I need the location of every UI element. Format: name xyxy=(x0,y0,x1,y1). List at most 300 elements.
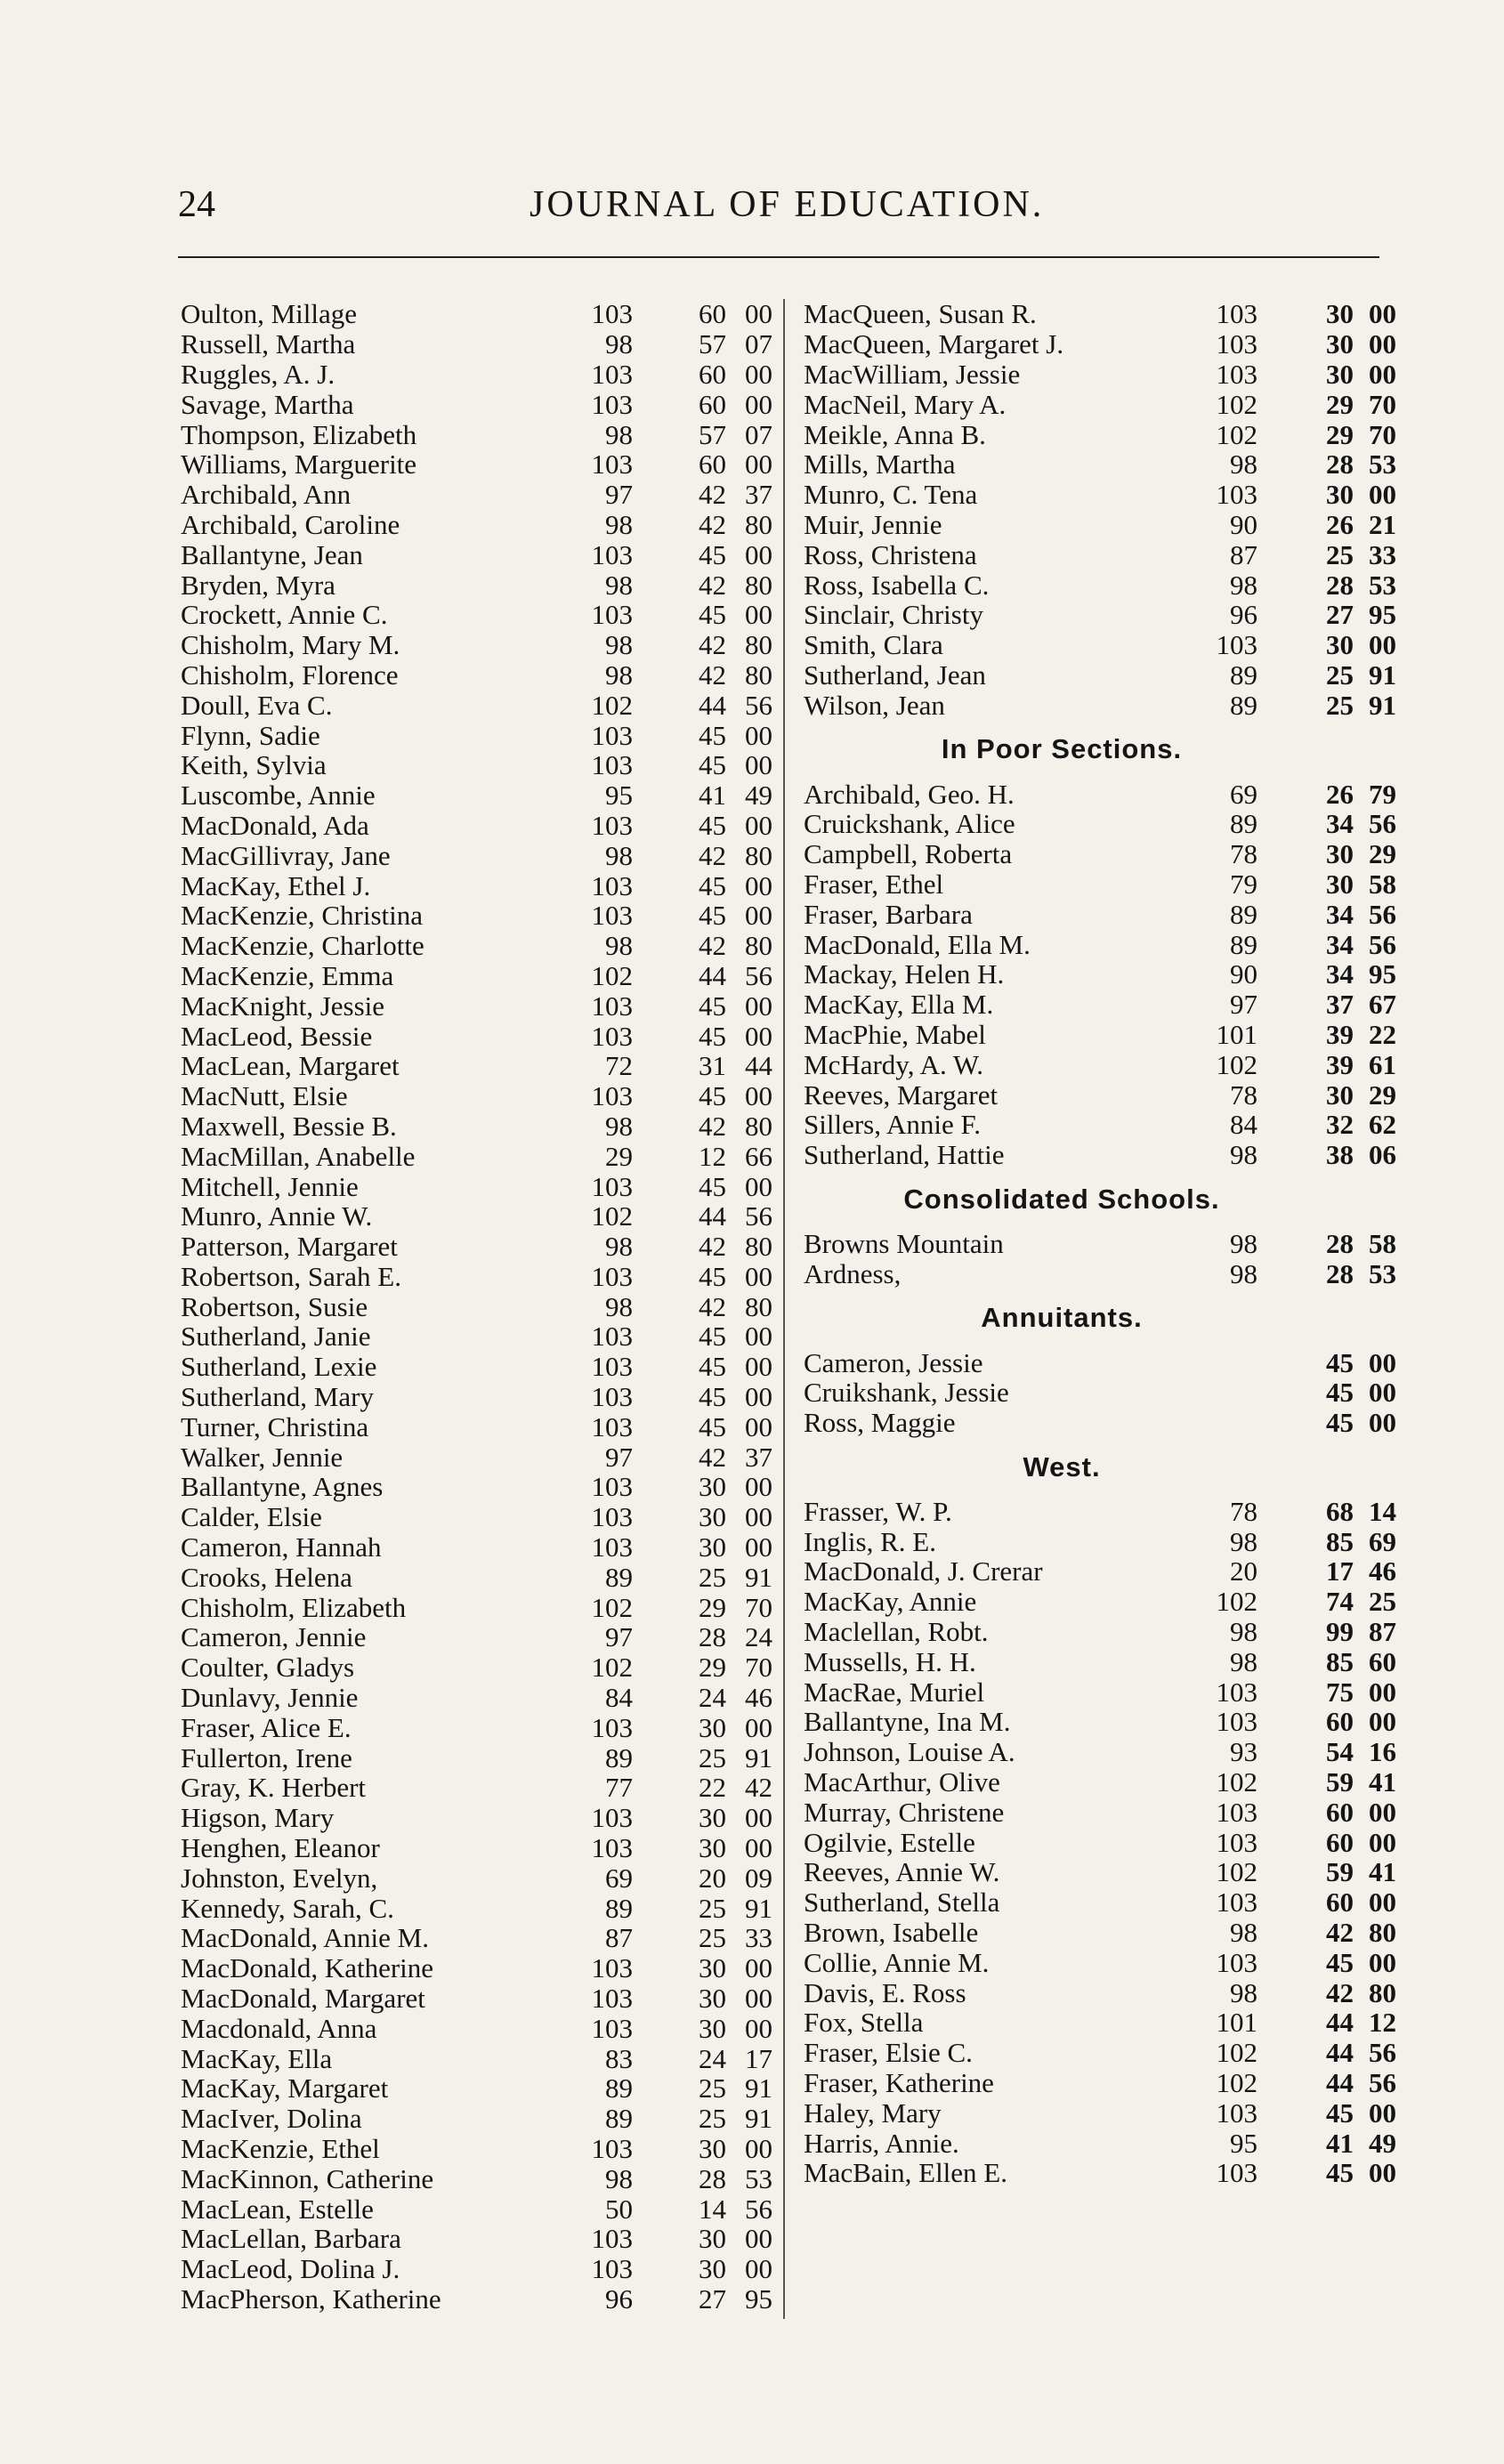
amount-cents: 00 xyxy=(745,1351,772,1383)
amount-cents: 61 xyxy=(1369,1048,1396,1080)
amount-dollars: 45 xyxy=(1326,1346,1354,1378)
teacher-name: MacGillivray, Jane xyxy=(181,839,391,871)
teacher-name: Inglis, R. E. xyxy=(804,1525,936,1557)
days-count: 98 xyxy=(605,328,633,360)
teacher-name: MacDonald, Ella M. xyxy=(804,928,1031,960)
amount-cents: 62 xyxy=(1369,1109,1396,1141)
amount-dollars: 44 xyxy=(1326,2007,1354,2039)
table-row xyxy=(804,1918,1418,1948)
teacher-name: Sutherland, Janie xyxy=(181,1321,371,1353)
days-count: 72 xyxy=(605,1050,633,1082)
teacher-name: Sinclair, Christy xyxy=(804,599,983,631)
amount-dollars: 42 xyxy=(699,658,726,691)
table-row xyxy=(804,809,1418,839)
header-rule xyxy=(178,256,1379,258)
teacher-name: MacKay, Ella M. xyxy=(804,989,994,1021)
days-count: 89 xyxy=(605,2103,633,2135)
teacher-name: MacKay, Margaret xyxy=(181,2072,389,2104)
days-count: 103 xyxy=(591,1832,633,1864)
amount-dollars: 45 xyxy=(699,538,726,570)
amount-dollars: 45 xyxy=(699,869,726,901)
amount-cents: 14 xyxy=(1369,1495,1396,1527)
amount-cents: 00 xyxy=(745,298,772,330)
amount-dollars: 25 xyxy=(699,1561,726,1593)
teacher-name: Mackay, Helen H. xyxy=(804,958,1005,990)
table-row xyxy=(804,389,1418,419)
teacher-name: Cameron, Jessie xyxy=(804,1346,983,1378)
amount-cents: 12 xyxy=(1369,2007,1396,2039)
amount-dollars: 30 xyxy=(699,1802,726,1834)
amount-dollars: 26 xyxy=(1326,508,1354,540)
section-heading: In Poor Sections. xyxy=(941,733,1183,765)
table-row xyxy=(804,449,1418,480)
amount-dollars: 30 xyxy=(699,1501,726,1533)
amount-dollars: 29 xyxy=(1326,388,1354,420)
teacher-name: MacPherson, Katherine xyxy=(181,2282,441,2315)
days-count: 103 xyxy=(1216,1946,1257,1978)
days-count: 84 xyxy=(605,1682,633,1714)
amount-cents: 00 xyxy=(745,1832,772,1864)
days-count: 89 xyxy=(605,1741,633,1773)
table-row xyxy=(181,2134,777,2164)
days-count: 29 xyxy=(605,1140,633,1172)
table-row xyxy=(181,1201,777,1232)
days-count: 89 xyxy=(1230,808,1257,840)
teacher-name: Meikle, Anna B. xyxy=(804,418,986,450)
table-row xyxy=(181,1141,777,1171)
amount-dollars: 38 xyxy=(1326,1139,1354,1171)
left-column xyxy=(181,299,777,2314)
teacher-name: MacMillan, Anabelle xyxy=(181,1140,416,1172)
teacher-name: Frasser, W. P. xyxy=(804,1495,952,1527)
section-heading: Consolidated Schools. xyxy=(903,1183,1220,1215)
teacher-name: Sutherland, Stella xyxy=(804,1886,1000,1919)
amount-dollars: 28 xyxy=(699,2162,726,2194)
days-count: 103 xyxy=(1216,328,1257,360)
days-count: 101 xyxy=(1216,1018,1257,1050)
days-count: 20 xyxy=(1230,1555,1257,1587)
amount-dollars: 45 xyxy=(1326,1377,1354,1409)
amount-cents: 70 xyxy=(1369,418,1396,450)
amount-cents: 56 xyxy=(745,1200,772,1232)
table-row xyxy=(804,1947,1418,1977)
amount-cents: 80 xyxy=(745,1110,772,1142)
table-row xyxy=(804,2097,1418,2128)
teacher-name: Macdonald, Anna xyxy=(181,2012,377,2044)
teacher-name: MacLeod, Dolina J. xyxy=(181,2253,400,2285)
amount-cents: 00 xyxy=(1369,298,1396,330)
table-row xyxy=(181,870,777,901)
days-count: 69 xyxy=(1230,778,1257,810)
days-count: 103 xyxy=(1216,298,1257,330)
days-count: 98 xyxy=(605,1110,633,1142)
amount-dollars: 42 xyxy=(699,508,726,540)
amount-cents: 00 xyxy=(1369,1377,1396,1409)
teacher-name: Ross, Maggie xyxy=(804,1407,956,1439)
teacher-name: Bryden, Myra xyxy=(181,569,336,601)
days-count: 103 xyxy=(591,1020,633,1052)
table-row xyxy=(181,1442,777,1472)
table-row xyxy=(804,1377,1418,1408)
amount-cents: 00 xyxy=(1369,629,1396,661)
amount-dollars: 30 xyxy=(1326,479,1354,511)
amount-dollars: 44 xyxy=(699,959,726,991)
days-count: 102 xyxy=(591,1652,633,1684)
days-count: 97 xyxy=(605,1621,633,1653)
amount-cents: 21 xyxy=(1369,508,1396,540)
days-count: 90 xyxy=(1230,508,1257,540)
amount-dollars: 30 xyxy=(699,1471,726,1503)
days-count: 103 xyxy=(591,990,633,1022)
table-row xyxy=(181,1502,777,1532)
amount-dollars: 30 xyxy=(1326,868,1354,900)
table-row xyxy=(181,480,777,510)
table-row xyxy=(804,2158,1418,2188)
amount-cents: 70 xyxy=(745,1652,772,1684)
amount-dollars: 57 xyxy=(699,418,726,450)
teacher-name: Cruickshank, Alice xyxy=(804,808,1015,840)
teacher-name: Muir, Jennie xyxy=(804,508,942,540)
teacher-name: MacDonald, Ada xyxy=(181,809,369,841)
days-count: 103 xyxy=(591,1170,633,1202)
days-count: 98 xyxy=(1230,1645,1257,1677)
amount-dollars: 60 xyxy=(699,388,726,420)
days-count: 98 xyxy=(605,418,633,450)
teacher-name: Murray, Christene xyxy=(804,1796,1005,1828)
amount-cents: 00 xyxy=(745,2253,772,2285)
days-count: 103 xyxy=(591,1381,633,1413)
amount-cents: 80 xyxy=(1369,1917,1396,1949)
table-row xyxy=(804,1140,1418,1170)
table-row xyxy=(181,539,777,570)
table-row xyxy=(181,1352,777,1382)
table-row xyxy=(804,1887,1418,1918)
days-count: 98 xyxy=(1230,448,1257,481)
table-row xyxy=(181,1081,777,1111)
days-count: 103 xyxy=(591,358,633,390)
amount-cents: 16 xyxy=(1369,1736,1396,1768)
amount-cents: 49 xyxy=(745,780,772,812)
table-row xyxy=(804,1857,1418,1887)
amount-cents: 56 xyxy=(745,689,772,721)
amount-cents: 53 xyxy=(745,2162,772,2194)
amount-dollars: 85 xyxy=(1326,1645,1354,1677)
teacher-name: Calder, Elsie xyxy=(181,1501,322,1533)
teacher-name: Fraser, Elsie C. xyxy=(804,2037,973,2069)
days-count: 83 xyxy=(605,2042,633,2074)
days-count: 103 xyxy=(591,2223,633,2255)
amount-dollars: 44 xyxy=(699,1200,726,1232)
table-row xyxy=(181,1862,777,1893)
days-count: 103 xyxy=(591,1260,633,1292)
table-row xyxy=(804,2038,1418,2068)
amount-cents: 44 xyxy=(745,1050,772,1082)
amount-cents: 00 xyxy=(745,1802,772,1834)
table-row xyxy=(804,1556,1418,1587)
amount-dollars: 59 xyxy=(1326,1856,1354,1888)
amount-dollars: 26 xyxy=(1326,778,1354,810)
amount-cents: 00 xyxy=(745,448,772,481)
teacher-name: Russell, Martha xyxy=(181,328,356,360)
amount-cents: 70 xyxy=(1369,388,1396,420)
days-count: 98 xyxy=(1230,1917,1257,1949)
days-count: 90 xyxy=(1230,958,1257,990)
table-row xyxy=(181,1683,777,1713)
amount-dollars: 25 xyxy=(1326,689,1354,721)
amount-cents: 00 xyxy=(745,900,772,932)
amount-dollars: 42 xyxy=(699,1441,726,1473)
table-row xyxy=(804,600,1418,630)
table-row xyxy=(804,839,1418,869)
page-number: 24 xyxy=(178,184,215,225)
table-row xyxy=(804,480,1418,510)
teacher-name: Patterson, Margaret xyxy=(181,1231,398,1263)
teacher-name: Sutherland, Jean xyxy=(804,658,986,691)
teacher-name: Ardness, xyxy=(804,1257,902,1289)
table-row xyxy=(804,1676,1418,1707)
teacher-name: Fraser, Barbara xyxy=(804,898,973,930)
table-row xyxy=(181,1833,777,1863)
teacher-name: MacIver, Dolina xyxy=(181,2103,362,2135)
amount-dollars: 41 xyxy=(699,780,726,812)
teacher-name: Munro, Annie W. xyxy=(181,1200,373,1232)
teacher-name: MacKay, Annie xyxy=(804,1586,977,1618)
teacher-name: MacArthur, Olive xyxy=(804,1766,1000,1798)
amount-dollars: 25 xyxy=(699,2072,726,2104)
amount-dollars: 60 xyxy=(699,448,726,481)
column-divider xyxy=(783,299,785,2319)
teacher-name: MacKenzie, Emma xyxy=(181,959,394,991)
table-row xyxy=(181,2163,777,2193)
teacher-name: MacNeil, Mary A. xyxy=(804,388,1007,420)
teacher-name: MacQueen, Susan R. xyxy=(804,298,1037,330)
amount-dollars: 28 xyxy=(1326,569,1354,601)
amount-cents: 80 xyxy=(745,930,772,962)
teacher-name: MacKay, Ethel J. xyxy=(181,869,371,901)
days-count: 78 xyxy=(1230,1079,1257,1111)
days-count: 102 xyxy=(1216,1586,1257,1618)
teacher-name: Davis, E. Ross xyxy=(804,1976,966,2008)
amount-cents: 00 xyxy=(745,1711,772,1743)
days-count: 98 xyxy=(605,629,633,661)
amount-cents: 17 xyxy=(745,2042,772,2074)
teacher-name: MacRae, Muriel xyxy=(804,1676,985,1708)
teacher-name: Johnston, Evelyn, xyxy=(181,1862,378,1894)
amount-dollars: 45 xyxy=(699,749,726,781)
amount-cents: 56 xyxy=(1369,2037,1396,2069)
days-count: 103 xyxy=(1216,629,1257,661)
amount-cents: 07 xyxy=(745,328,772,360)
amount-dollars: 30 xyxy=(699,1832,726,1864)
days-count: 102 xyxy=(591,959,633,991)
amount-dollars: 60 xyxy=(1326,1826,1354,1858)
table-row xyxy=(804,1020,1418,1050)
amount-cents: 80 xyxy=(745,1231,772,1263)
teacher-name: Mitchell, Jennie xyxy=(181,1170,359,1202)
teacher-name: Fraser, Ethel xyxy=(804,868,944,900)
amount-cents: 00 xyxy=(745,358,772,390)
days-count: 103 xyxy=(591,2253,633,2285)
table-row xyxy=(804,959,1418,990)
table-row xyxy=(804,2008,1418,2038)
days-count: 103 xyxy=(591,1802,633,1834)
days-count: 103 xyxy=(591,298,633,330)
amount-dollars: 28 xyxy=(1326,1227,1354,1259)
table-row xyxy=(804,929,1418,959)
amount-dollars: 30 xyxy=(1326,328,1354,360)
table-row xyxy=(804,1797,1418,1827)
amount-cents: 00 xyxy=(745,2133,772,2164)
amount-dollars: 44 xyxy=(1326,2037,1354,2069)
amount-dollars: 25 xyxy=(699,1922,726,1954)
days-count: 95 xyxy=(605,780,633,812)
amount-dollars: 30 xyxy=(1326,838,1354,870)
teacher-name: Fullerton, Irene xyxy=(181,1741,352,1773)
amount-cents: 00 xyxy=(745,1983,772,2015)
amount-dollars: 45 xyxy=(699,719,726,751)
teacher-name: Doull, Eva C. xyxy=(181,689,333,721)
amount-cents: 66 xyxy=(745,1140,772,1172)
table-row xyxy=(181,1472,777,1502)
days-count: 98 xyxy=(605,1290,633,1322)
days-count: 89 xyxy=(1230,658,1257,691)
amount-cents: 95 xyxy=(745,2282,772,2315)
table-row xyxy=(181,2013,777,2043)
table-row xyxy=(181,660,777,691)
amount-dollars: 59 xyxy=(1326,1766,1354,1798)
amount-cents: 00 xyxy=(745,990,772,1022)
table-row xyxy=(181,2284,777,2315)
amount-cents: 58 xyxy=(1369,868,1396,900)
teacher-name: Henghen, Eleanor xyxy=(181,1832,380,1864)
amount-cents: 53 xyxy=(1369,1257,1396,1289)
table-row xyxy=(181,570,777,600)
amount-cents: 80 xyxy=(745,658,772,691)
days-count: 103 xyxy=(591,1531,633,1563)
days-count: 103 xyxy=(591,719,633,751)
table-row xyxy=(181,840,777,870)
amount-cents: 41 xyxy=(1369,1766,1396,1798)
amount-cents: 91 xyxy=(745,2072,772,2104)
teacher-name: Fox, Stella xyxy=(804,2007,924,2039)
days-count: 103 xyxy=(591,1410,633,1442)
days-count: 98 xyxy=(1230,1616,1257,1648)
teacher-name: Coulter, Gladys xyxy=(181,1652,355,1684)
days-count: 50 xyxy=(605,2193,633,2225)
table-row xyxy=(804,299,1418,329)
amount-dollars: 30 xyxy=(699,2253,726,2285)
amount-dollars: 57 xyxy=(699,328,726,360)
teacher-name: MacWilliam, Jessie xyxy=(804,358,1021,390)
teacher-name: Sillers, Annie F. xyxy=(804,1109,982,1141)
amount-dollars: 41 xyxy=(1326,2127,1354,2159)
table-row xyxy=(181,449,777,480)
days-count: 98 xyxy=(605,1231,633,1263)
days-count: 95 xyxy=(1230,2127,1257,2159)
amount-cents: 29 xyxy=(1369,838,1396,870)
amount-dollars: 24 xyxy=(699,2042,726,2074)
amount-cents: 91 xyxy=(1369,658,1396,691)
amount-dollars: 60 xyxy=(1326,1796,1354,1828)
teacher-name: Flynn, Sadie xyxy=(181,719,320,751)
teacher-name: MacKay, Ella xyxy=(181,2042,333,2074)
teacher-name: Oulton, Millage xyxy=(181,298,358,330)
amount-dollars: 42 xyxy=(699,930,726,962)
amount-dollars: 25 xyxy=(1326,538,1354,570)
table-row xyxy=(804,1258,1418,1289)
days-count: 98 xyxy=(1230,1227,1257,1259)
amount-dollars: 20 xyxy=(699,1862,726,1894)
teacher-name: Chisholm, Florence xyxy=(181,658,399,691)
table-row xyxy=(804,1079,1418,1110)
days-count: 102 xyxy=(1216,418,1257,450)
amount-dollars: 60 xyxy=(699,358,726,390)
amount-cents: 09 xyxy=(745,1862,772,1894)
teacher-name: Fraser, Katherine xyxy=(804,2067,994,2099)
amount-cents: 91 xyxy=(745,2103,772,2135)
section-heading: Annuitants. xyxy=(981,1302,1143,1334)
amount-dollars: 30 xyxy=(1326,1079,1354,1111)
table-row xyxy=(181,1983,777,2014)
teacher-name: Savage, Martha xyxy=(181,388,354,420)
amount-dollars: 25 xyxy=(699,1741,726,1773)
amount-cents: 00 xyxy=(745,2223,772,2255)
amount-dollars: 45 xyxy=(699,900,726,932)
teacher-name: Ballantyne, Agnes xyxy=(181,1471,384,1503)
days-count: 78 xyxy=(1230,1495,1257,1527)
days-count: 78 xyxy=(1230,838,1257,870)
days-count: 102 xyxy=(1216,388,1257,420)
amount-dollars: 32 xyxy=(1326,1109,1354,1141)
amount-dollars: 42 xyxy=(699,569,726,601)
amount-dollars: 60 xyxy=(1326,1706,1354,1738)
teacher-name: Maxwell, Bessie B. xyxy=(181,1110,397,1142)
amount-dollars: 42 xyxy=(699,479,726,511)
teacher-name: Smith, Clara xyxy=(804,629,943,661)
amount-cents: 42 xyxy=(745,1772,772,1804)
amount-cents: 33 xyxy=(1369,538,1396,570)
amount-dollars: 30 xyxy=(699,2223,726,2255)
days-count: 102 xyxy=(1216,2037,1257,2069)
table-row xyxy=(181,1051,777,1081)
days-count: 96 xyxy=(1230,599,1257,631)
amount-dollars: 30 xyxy=(699,2012,726,2044)
amount-cents: 22 xyxy=(1369,1018,1396,1050)
table-row xyxy=(181,990,777,1021)
days-count: 101 xyxy=(1216,2007,1257,2039)
table-row xyxy=(181,1532,777,1563)
teacher-name: Walker, Jennie xyxy=(181,1441,344,1473)
amount-dollars: 27 xyxy=(1326,599,1354,631)
amount-dollars: 30 xyxy=(699,1952,726,1984)
teacher-name: Archibald, Geo. H. xyxy=(804,778,1015,810)
right-column xyxy=(804,299,1418,2188)
days-count: 103 xyxy=(591,1501,633,1533)
days-count: 98 xyxy=(605,2162,633,2194)
teacher-name: McHardy, A. W. xyxy=(804,1048,984,1080)
table-row xyxy=(804,1646,1418,1676)
teacher-name: MacLellan, Barbara xyxy=(181,2223,401,2255)
teacher-name: Johnson, Louise A. xyxy=(804,1736,1015,1768)
amount-dollars: 12 xyxy=(699,1140,726,1172)
amount-cents: 56 xyxy=(1369,928,1396,960)
days-count: 96 xyxy=(605,2282,633,2315)
amount-cents: 60 xyxy=(1369,1645,1396,1677)
table-row xyxy=(804,1110,1418,1140)
amount-cents: 56 xyxy=(745,959,772,991)
days-count: 89 xyxy=(1230,689,1257,721)
teacher-name: MacKenzie, Christina xyxy=(181,900,424,932)
